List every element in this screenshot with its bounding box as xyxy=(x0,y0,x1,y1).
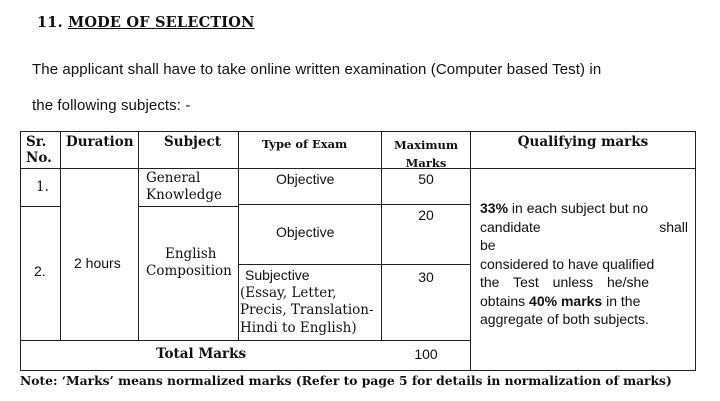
header-duration: Duration xyxy=(66,134,134,150)
intro-line-2: the following subjects: - xyxy=(32,97,191,114)
row2-subjective-type: Subjective (Essay, Letter, Precis, Translation- Hindi to English) xyxy=(240,267,374,336)
qualifying-criteria: 33% in each subject but no candidate shall be considered to have qualified the Test unless he/she obtains 40% marks in the aggregate of both subjects. xyxy=(480,200,688,327)
selection-table xyxy=(20,131,696,371)
duration-value: 2 hours xyxy=(74,255,121,271)
intro-line-1: The applicant shall have to take online written examination (Computer based Test) in xyxy=(32,61,602,78)
note-text: Note: ‘Marks’ means normalized marks (Refer to page 5 for details in normalization of marks) xyxy=(20,373,672,388)
section-title: MODE OF SELECTION xyxy=(68,14,255,31)
row2-objective-marks: 20 xyxy=(418,207,434,223)
total-marks-value: 100 xyxy=(414,346,438,362)
row2-objective-type: Objective xyxy=(276,224,335,240)
header-maximum-marks: Maximum Marks xyxy=(393,138,459,170)
row2-sr: 2. xyxy=(34,263,46,279)
row1-sr: 1. xyxy=(36,179,49,195)
row1-type: Objective xyxy=(276,171,335,187)
section-number: 11. xyxy=(37,14,63,31)
row1-subject: General Knowledge xyxy=(146,170,223,203)
row2-subjective-marks: 30 xyxy=(418,269,434,285)
total-marks-label: Total Marks xyxy=(156,346,247,362)
row1-marks: 50 xyxy=(418,171,434,187)
row2-subject: English Composition xyxy=(146,246,232,279)
header-type-of-exam: Type of Exam xyxy=(262,137,348,151)
header-subject: Subject xyxy=(164,134,221,150)
section-heading xyxy=(37,14,255,31)
header-sr: Sr. No. xyxy=(26,134,52,166)
header-qualifying-marks: Qualifying marks xyxy=(517,134,649,150)
